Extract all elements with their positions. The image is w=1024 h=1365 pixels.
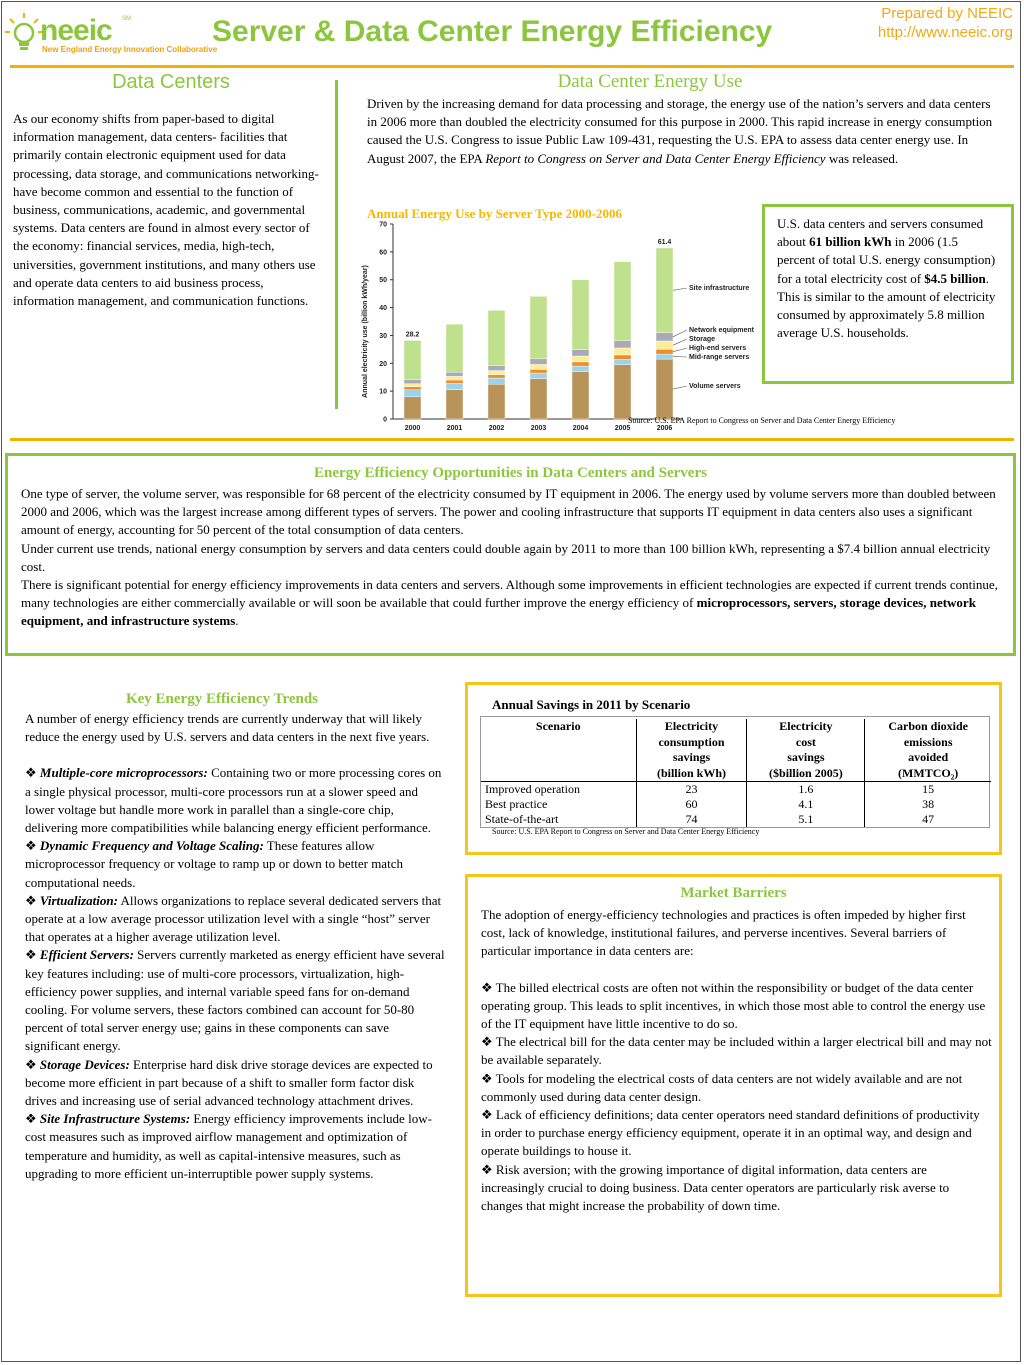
savings-source: Source: U.S. EPA Report to Congress on Server and Data Center Energy Efficiency [492, 827, 760, 836]
opportunities-para-1: One type of server, the volume server, was responsible for 68 percent of the electricity consumed by IT equipment in 2006. The energy used by volume servers more than doubled between 2000 and 2006, which was the largest increase among different types of servers. The power and cooling infrastructure that supports IT equipment in data centers also uses a significant amount of energy, accounting for 50 percent of the total consumption of data centers. [21, 486, 996, 538]
energy-use-body [367, 95, 999, 168]
chart-source: Source: U.S. EPA Report to Congress on Server and Data Center Energy Efficiency [628, 416, 896, 425]
bar-segment [404, 390, 421, 397]
callout-text [777, 215, 999, 342]
bar-segment [530, 364, 547, 369]
barrier-item [481, 979, 993, 1034]
bar-segment [656, 248, 673, 333]
bullet-icon: ❖ [481, 1070, 493, 1086]
x-tick-label: 2005 [614, 425, 631, 432]
table-cell: 15 [922, 782, 935, 796]
trend-text: Servers currently marketed as energy efficient have several key features including: use of multi-core processors, virtualization, high-efficiency power supplies, and internal variable speed fans for on-demand cooling. For volume servers, these factors combined can account for 50-80 percent of total server energy use; gains in these components can save significant energy. [25, 947, 445, 1054]
opportunities-box [5, 453, 1016, 656]
trends-list [25, 764, 445, 1183]
bar-segment [572, 372, 589, 419]
legend-leader [673, 339, 687, 345]
header-line: (billion kWh) [656, 765, 726, 780]
barrier-text: Tools for modeling the electrical costs of data centers are not widely available and are not commonly used during data center design. [481, 1070, 963, 1104]
energy-chart [355, 204, 765, 436]
column-divider [335, 80, 338, 409]
prepared-by-text: Prepared by NEEIC [881, 5, 1013, 22]
barrier-item [481, 1161, 993, 1216]
epa-report-title: Report to Congress on Server and Data Center Energy Efficiency [485, 150, 826, 166]
trends-heading: Key Energy Efficiency Trends [125, 691, 319, 707]
trend-term-wrap [40, 765, 208, 780]
data-centers-heading: Data Centers [112, 71, 230, 93]
trend-term: Virtualization: [39, 892, 118, 908]
trend-term-wrap [40, 838, 264, 853]
barriers-list [481, 979, 993, 1216]
y-tick-label: 40 [379, 305, 387, 313]
header-line: avoided [908, 750, 949, 764]
bar-segment [656, 354, 673, 359]
bar-segment [614, 262, 631, 341]
barrier-text: Risk aversion; with the growing importance of digital information, data centers are increasingly crucial to doing business. Data center operators are particularly risk averse to changes that might increase the probability of down time. [481, 1161, 950, 1214]
x-tick-label: 2003 [530, 425, 547, 432]
header-line: ($billion 2005) [769, 765, 843, 780]
bullet-icon: ❖ [481, 1107, 493, 1123]
logo-tagline: New England Energy Innovation Collaborative [42, 45, 218, 54]
total-data-label: 28.2 [405, 331, 420, 339]
data-centers-body: As our economy shifts from paper-based to digital information management, data centers- facilities that primarily contain electronic equipment used for data processing, data storage, and communications networking- have become common and essential to the function of business, communications, academic, and governmental systems. Data centers are found in almost every sector of the economy: financial services, media, high-tech, universities, government institutions, and many others use and operate data centers to aid business process, information management, and communication functions. [13, 111, 319, 309]
table-cell: State-of-the-art [481, 812, 636, 827]
chart-plot [355, 204, 765, 436]
opportunities-body [21, 485, 1006, 631]
y-tick-label: 10 [379, 388, 387, 396]
bar-segment [446, 383, 463, 389]
bullet-icon: ❖ [25, 947, 37, 963]
trend-item [25, 946, 445, 1055]
header-line: cost [795, 734, 816, 749]
trend-item [25, 892, 445, 947]
opportunities-para-2: Under current use trends, national energy consumption by servers and data centers could double again by 2011 to more than 100 billion kWh, representing a $7.4 billion annual electricity cost. [21, 540, 991, 574]
bullet-icon: ❖ [481, 1161, 493, 1177]
legend-leader [673, 386, 687, 389]
trend-term-wrap [40, 947, 134, 962]
savings-table [481, 719, 991, 827]
kwh-figure: 61 billion kWh [809, 234, 892, 250]
barriers-box [465, 874, 1002, 1297]
bar-segment [446, 376, 463, 380]
trend-term: Dynamic Frequency and Voltage Scaling: [39, 838, 264, 854]
trend-term: Site Infrastructure Systems: [39, 1111, 191, 1127]
table-cell: 74 [636, 812, 747, 827]
bullet-icon: ❖ [25, 838, 37, 854]
bar-segment [614, 355, 631, 359]
neeic-url[interactable]: http://www.neeic.org [877, 24, 1013, 41]
opportunities-para-3-text: There is significant potential for energy efficiency improvements in data centers and servers. Although some improvements in efficient technologies are expected if current trends continue, many technologies are either commercially available or will soon be available that could further improve the energy efficiency of [21, 577, 998, 611]
page-title: Server & Data Center Energy Efficiency [212, 15, 773, 48]
header-line: savings [672, 750, 711, 764]
bar-segment [488, 384, 505, 419]
header-divider [10, 65, 1014, 68]
trend-term: Storage Devices: [39, 1056, 130, 1072]
bullet-icon: ❖ [25, 1056, 37, 1072]
trend-term: Efficient Servers: [39, 947, 134, 963]
trend-text: These features allow microprocessor frequency or voltage to ramp up or down to better match computational needs. [25, 838, 403, 890]
bar-segment [446, 324, 463, 372]
opportunities-heading: Energy Efficiency Opportunities in Data Centers and Servers [314, 465, 707, 481]
trends-body [25, 710, 445, 1183]
x-tick-label: 2006 [656, 425, 673, 432]
header-line: Electricity [779, 719, 833, 733]
bullet-icon: ❖ [25, 1111, 37, 1127]
legend-leader [673, 348, 687, 352]
y-tick-label: 70 [379, 221, 387, 229]
energy-use-heading: Data Center Energy Use [557, 71, 743, 92]
trend-term-wrap [40, 1057, 130, 1072]
savings-col-header [747, 719, 865, 782]
bar-segment [404, 380, 421, 384]
bar-segment [656, 349, 673, 354]
header-line: consumption [658, 734, 725, 749]
x-tick-label: 2000 [404, 425, 421, 432]
table-row [481, 782, 991, 798]
savings-col-header [636, 719, 747, 782]
legend-label: High-end servers [689, 345, 747, 352]
legend-label: Network equipment [689, 327, 754, 334]
trend-item [25, 837, 445, 892]
y-tick-label: 0 [383, 416, 387, 424]
table-cell: Improved operation [481, 782, 636, 798]
y-axis-label: Annual electricity use (billion kWh/year) [362, 265, 369, 398]
trend-text: Energy efficiency improvements include low-cost measures such as improved airflow management and optimization of temperature and humidity, as well as capital-intensive measures, such as upgrading to more efficient un-interruptible power supply systems. [25, 1111, 432, 1181]
cost-figure: $4.5 billion [924, 270, 986, 286]
x-tick-label: 2004 [572, 425, 589, 432]
bar-segment [614, 365, 631, 419]
table-cell: 5.1 [747, 812, 865, 827]
header-line: emissions [903, 734, 953, 749]
barriers-heading: Market Barriers [680, 885, 787, 901]
bar-segment [614, 348, 631, 355]
opportunities-para-3-end: . [235, 613, 239, 629]
bar-segment [614, 359, 631, 364]
y-tick-label: 20 [379, 360, 387, 368]
bar-segment [404, 387, 421, 390]
header-line: Carbon dioxide [888, 719, 969, 733]
bar-segment [530, 373, 547, 379]
barriers-intro: The adoption of energy-efficiency technologies and practices is often impeded by higher first cost, lack of knowledge, institutional failures, and perverse incentives. Several barriers of particular importance in data centers are: [481, 907, 966, 959]
trend-text: Enterprise hard disk drive storage devices are expected to become more efficient in part because of a shift to smaller form factor disk drives and increasing use of serial advanced technology attachment drives. [25, 1056, 433, 1109]
bar-segment [488, 366, 505, 371]
bar-segment [656, 333, 673, 341]
bar-segment [530, 379, 547, 419]
table-cell: 47 [922, 812, 935, 826]
logo-trademark: SM [122, 16, 131, 22]
legend-label: Storage [689, 336, 716, 343]
bullet-icon: ❖ [25, 765, 37, 781]
callout-text-2: in 2006 (1.5 percent of total U.S. energy consumption) for a total electricity cost of [777, 234, 996, 286]
header-line: Scenario [535, 719, 581, 733]
trend-item [25, 1110, 445, 1183]
savings-col-header [865, 719, 991, 782]
energy-use-text-2: was released. [825, 150, 899, 166]
bar-segment [488, 371, 505, 375]
legend-label: Volume servers [689, 383, 741, 390]
energy-use-text-1: Driven by the increasing demand for data processing and storage, the energy use of the nation’s servers and data centers in 2006 more than doubled the electricity consumed for this purpose in 2000. This rapid increase in energy consumption caused the U.S. Congress to issue Public Law 109-431, requesting the U.S. EPA to assess data center energy use. In August 2007, the EPA [367, 96, 993, 166]
opportunities-technologies: microprocessors, servers, storage devices, network equipment, and infrastructure systems [21, 595, 976, 629]
table-row [481, 797, 991, 812]
bar-segment [656, 341, 673, 349]
bar-segment [614, 341, 631, 348]
trend-text: Containing two or more processing cores on a single physical processor, multi-core processors run at a slower speed and lower voltage but handle more work in parallel than a single-core chip, delivering more compatibilities while balancing energy efficient performance. [25, 765, 442, 836]
savings-box [465, 682, 1002, 855]
savings-title: Annual Savings in 2011 by Scenario [492, 697, 691, 712]
x-tick-label: 2002 [488, 425, 505, 432]
header-line: savings [787, 750, 825, 764]
savings-col-header [481, 719, 636, 782]
legend-label: Mid-range servers [689, 354, 750, 361]
barriers-body [481, 906, 993, 1215]
bar-segment [572, 356, 589, 362]
opportunities-para-3 [21, 576, 1006, 631]
bar-segment [446, 372, 463, 376]
bar-segment [572, 350, 589, 356]
bar-segment [530, 369, 547, 373]
consumption-callout [762, 204, 1014, 384]
chart-title: Annual Energy Use by Server Type 2000-2006 [367, 206, 622, 221]
bar-segment [446, 380, 463, 383]
barrier-text: The electrical bill for the data center may be included within a larger electrical bill and may not be available separately. [481, 1034, 992, 1068]
logo [4, 10, 224, 60]
barrier-text: The billed electrical costs are often not within the responsibility or budget of the data center operating group. This leads to split incentives, in which those most able to control the energy use of the IT equipment have little incentive to do so. [481, 979, 986, 1032]
total-data-label: 61.4 [657, 238, 672, 246]
lightbulb-icon [4, 12, 44, 56]
x-tick-label: 2001 [446, 425, 463, 432]
table-cell: 60 [636, 797, 747, 812]
prepared-by [878, 4, 1013, 42]
table-cell: 23 [636, 782, 747, 798]
table-cell: 38 [922, 797, 935, 811]
bullet-icon: ❖ [481, 1034, 493, 1050]
savings-table-wrap [480, 716, 990, 828]
table-row [481, 812, 991, 827]
legend-leader [673, 288, 687, 290]
header-line: Electricity [664, 719, 719, 733]
bar-segment [530, 359, 547, 365]
legend-label: Site infrastructure [689, 285, 750, 292]
trend-term-wrap [40, 1111, 190, 1126]
bar-segment [572, 280, 589, 350]
table-cell: Best practice [481, 797, 636, 812]
bar-segment [404, 397, 421, 419]
logo-wordmark: neeic [40, 14, 112, 47]
y-tick-label: 50 [379, 277, 387, 285]
bar-segment [572, 366, 589, 372]
trend-item [25, 764, 445, 837]
bar-segment [572, 362, 589, 366]
bar-segment [656, 359, 673, 419]
y-tick-label: 60 [379, 249, 387, 257]
bullet-icon: ❖ [481, 979, 493, 995]
trend-term-wrap [40, 893, 118, 908]
callout-text-3: . This is similar to the amount of electricity consumed by approximately 5.8 million average U.S. households. [777, 270, 996, 341]
barrier-item [481, 1033, 993, 1069]
bar-segment [488, 310, 505, 365]
bar-segment [404, 340, 421, 379]
bullet-icon: ❖ [25, 892, 37, 908]
trend-item [25, 1056, 445, 1111]
mid-divider [10, 438, 1014, 441]
barrier-text: Lack of efficiency definitions; data center operators need standard definitions of productivity in order to purchase energy efficiency equipment, operate it in an optimal way, and design and operate buildings to house it. [481, 1107, 980, 1159]
bar-segment [488, 378, 505, 384]
bar-segment [530, 296, 547, 358]
table-cell: 1.6 [747, 782, 865, 798]
trend-text: Allows organizations to replace several dedicated servers that operate at a low average processor utilization level with a single “host” server that operates at a higher average utilization level. [25, 892, 442, 945]
trend-term: Multiple-core microprocessors: [39, 765, 208, 781]
trends-intro: A number of energy efficiency trends are currently underway that will likely reduce the energy used by U.S. servers and data centers in the next five years. [25, 711, 430, 745]
barrier-item [481, 1106, 993, 1161]
barrier-item [481, 1070, 993, 1106]
header-line: (MMTCO₂) [898, 765, 959, 780]
bar-segment [404, 384, 421, 387]
callout-text-1: U.S. data centers and servers consumed about [777, 216, 984, 250]
legend-leader [673, 330, 687, 337]
bar-segment [446, 390, 463, 419]
bar-segment [488, 375, 505, 378]
y-tick-label: 30 [379, 332, 387, 340]
table-cell: 4.1 [747, 797, 865, 812]
